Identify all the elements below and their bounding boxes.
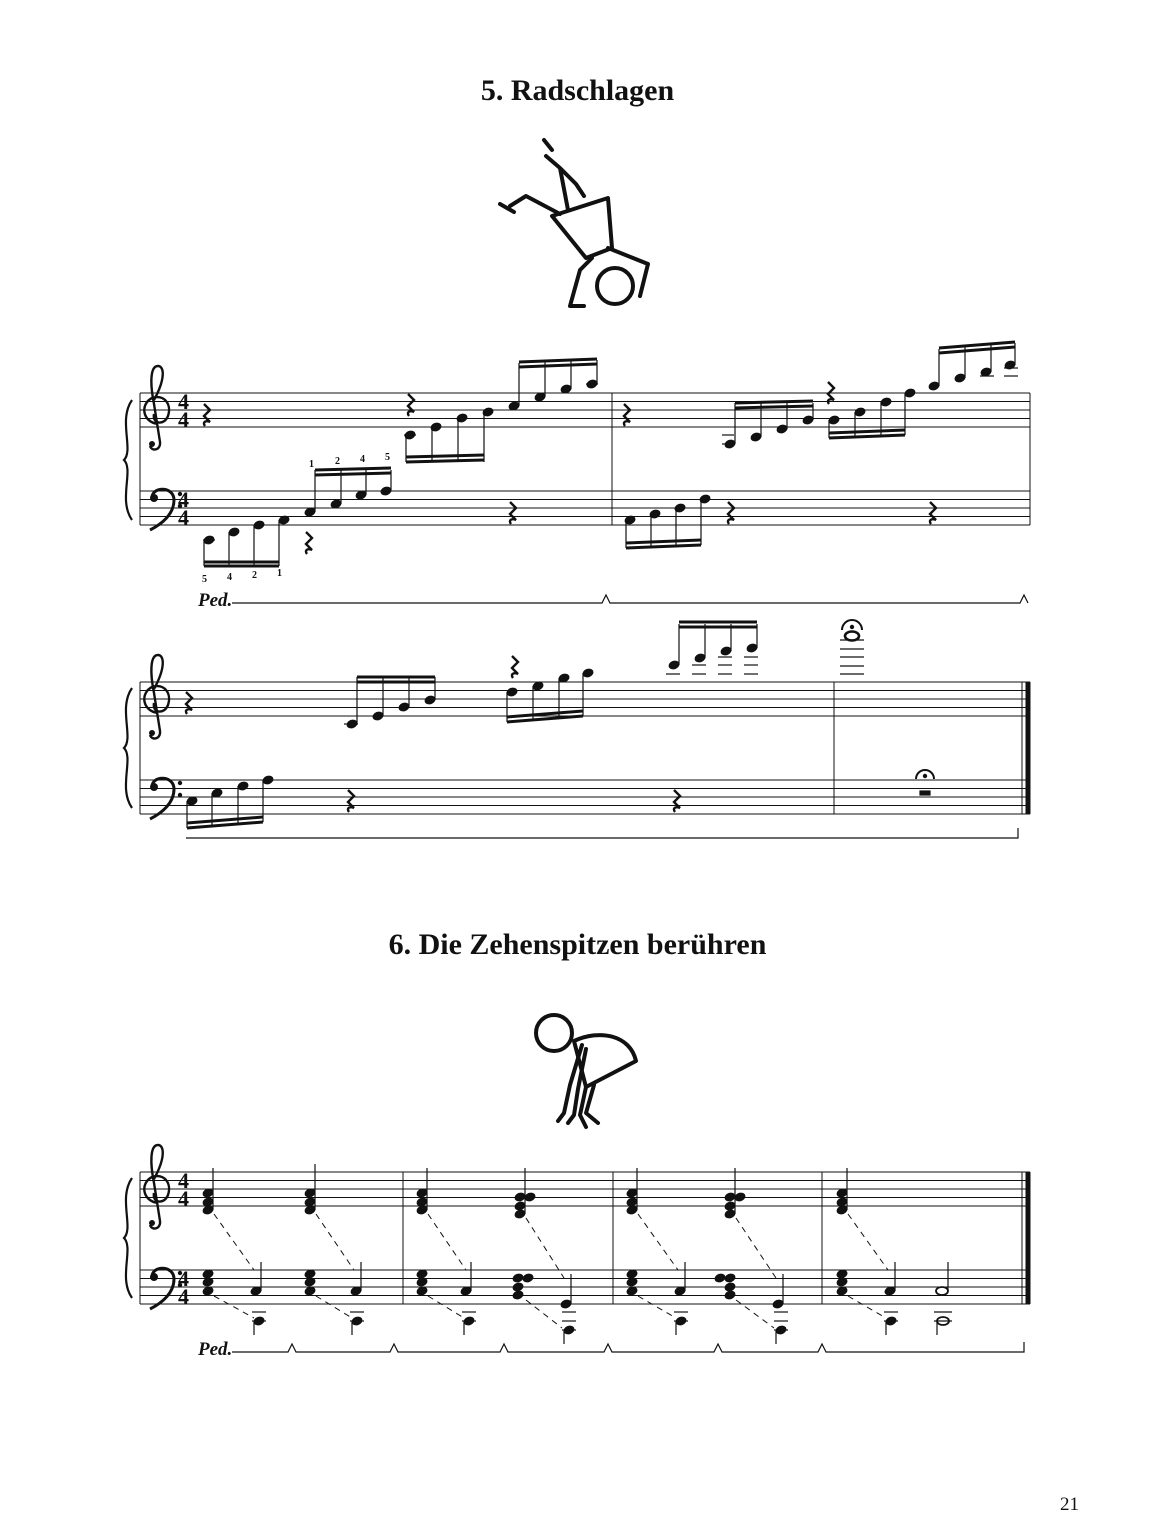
- piece-title: 6. Die Zehenspitzen berühren: [388, 928, 767, 961]
- fingering-number: 1: [309, 459, 314, 470]
- brace-icon: [124, 1178, 132, 1298]
- time-signature-bottom: 4: [178, 407, 189, 432]
- pedal-line: [232, 1342, 1024, 1352]
- treble-clef-icon: [144, 655, 169, 738]
- sixteenth-note-group: [508, 359, 598, 411]
- fingering-number: 2: [335, 456, 340, 467]
- time-signature-bottom: 4: [178, 505, 189, 530]
- whole-rest-with-fermata: [916, 770, 934, 795]
- time-signature-top: 4: [178, 1168, 189, 1193]
- sixteenth-note-group: [344, 677, 436, 729]
- sixteenth-note-group: [928, 342, 1018, 391]
- time-signature-bottom: 4: [178, 1284, 189, 1309]
- system-3: [140, 1172, 1030, 1304]
- sixteenth-note-group: [722, 401, 814, 449]
- sixteenth-note-group: [828, 388, 916, 438]
- sixteenth-note-group: [506, 668, 594, 722]
- sixteenth-note-group: [404, 407, 494, 462]
- brace-icon: [124, 688, 132, 808]
- fingering-number: 5: [385, 452, 390, 463]
- quarter-rest: [204, 404, 210, 426]
- fingering-number: 5: [202, 574, 207, 585]
- sixteenth-note-group: [186, 775, 274, 828]
- time-signature-bottom: 4: [178, 1186, 189, 1211]
- whole-note-with-fermata: [840, 620, 864, 674]
- system-2: [140, 682, 1030, 814]
- piece-title: 5. Radschlagen: [480, 74, 675, 107]
- pedal-line: [186, 828, 1018, 838]
- time-signature-top: 4: [178, 1266, 189, 1291]
- chord-pattern: [202, 1164, 952, 1344]
- treble-clef-icon: [144, 366, 169, 449]
- system-1: [140, 393, 1030, 525]
- sixteenth-note-group: [203, 515, 290, 566]
- bass-clef-icon: [150, 778, 182, 819]
- quarter-rest: [624, 404, 630, 426]
- quarter-rest: [186, 692, 192, 714]
- fingering-number: 2: [252, 570, 257, 581]
- pedal-marking: Ped.: [198, 1339, 233, 1360]
- sixteenth-note-group: [304, 468, 392, 517]
- pedal-line: [232, 595, 1028, 603]
- quarter-rest: [408, 394, 414, 416]
- quarter-rest: [930, 502, 936, 524]
- brace-icon: [124, 400, 132, 520]
- time-signature-top: 4: [178, 487, 189, 512]
- fingering-number: 4: [360, 454, 365, 465]
- sixteenth-note-group: [666, 622, 758, 674]
- fingering-number: 1: [277, 568, 282, 579]
- time-signature-top: 4: [178, 389, 189, 414]
- quarter-rest: [510, 502, 516, 524]
- treble-clef-icon: [144, 1145, 169, 1228]
- quarter-rest: [512, 656, 518, 678]
- sixteenth-note-group: [624, 494, 711, 548]
- pedal-marking: Ped.: [198, 590, 233, 611]
- quarter-rest: [728, 502, 734, 524]
- quarter-rest: [674, 790, 680, 812]
- quarter-rest: [348, 790, 354, 812]
- quarter-rest: [306, 532, 312, 554]
- page-number: 21: [1060, 1494, 1079, 1515]
- fingering-number: 4: [227, 572, 232, 583]
